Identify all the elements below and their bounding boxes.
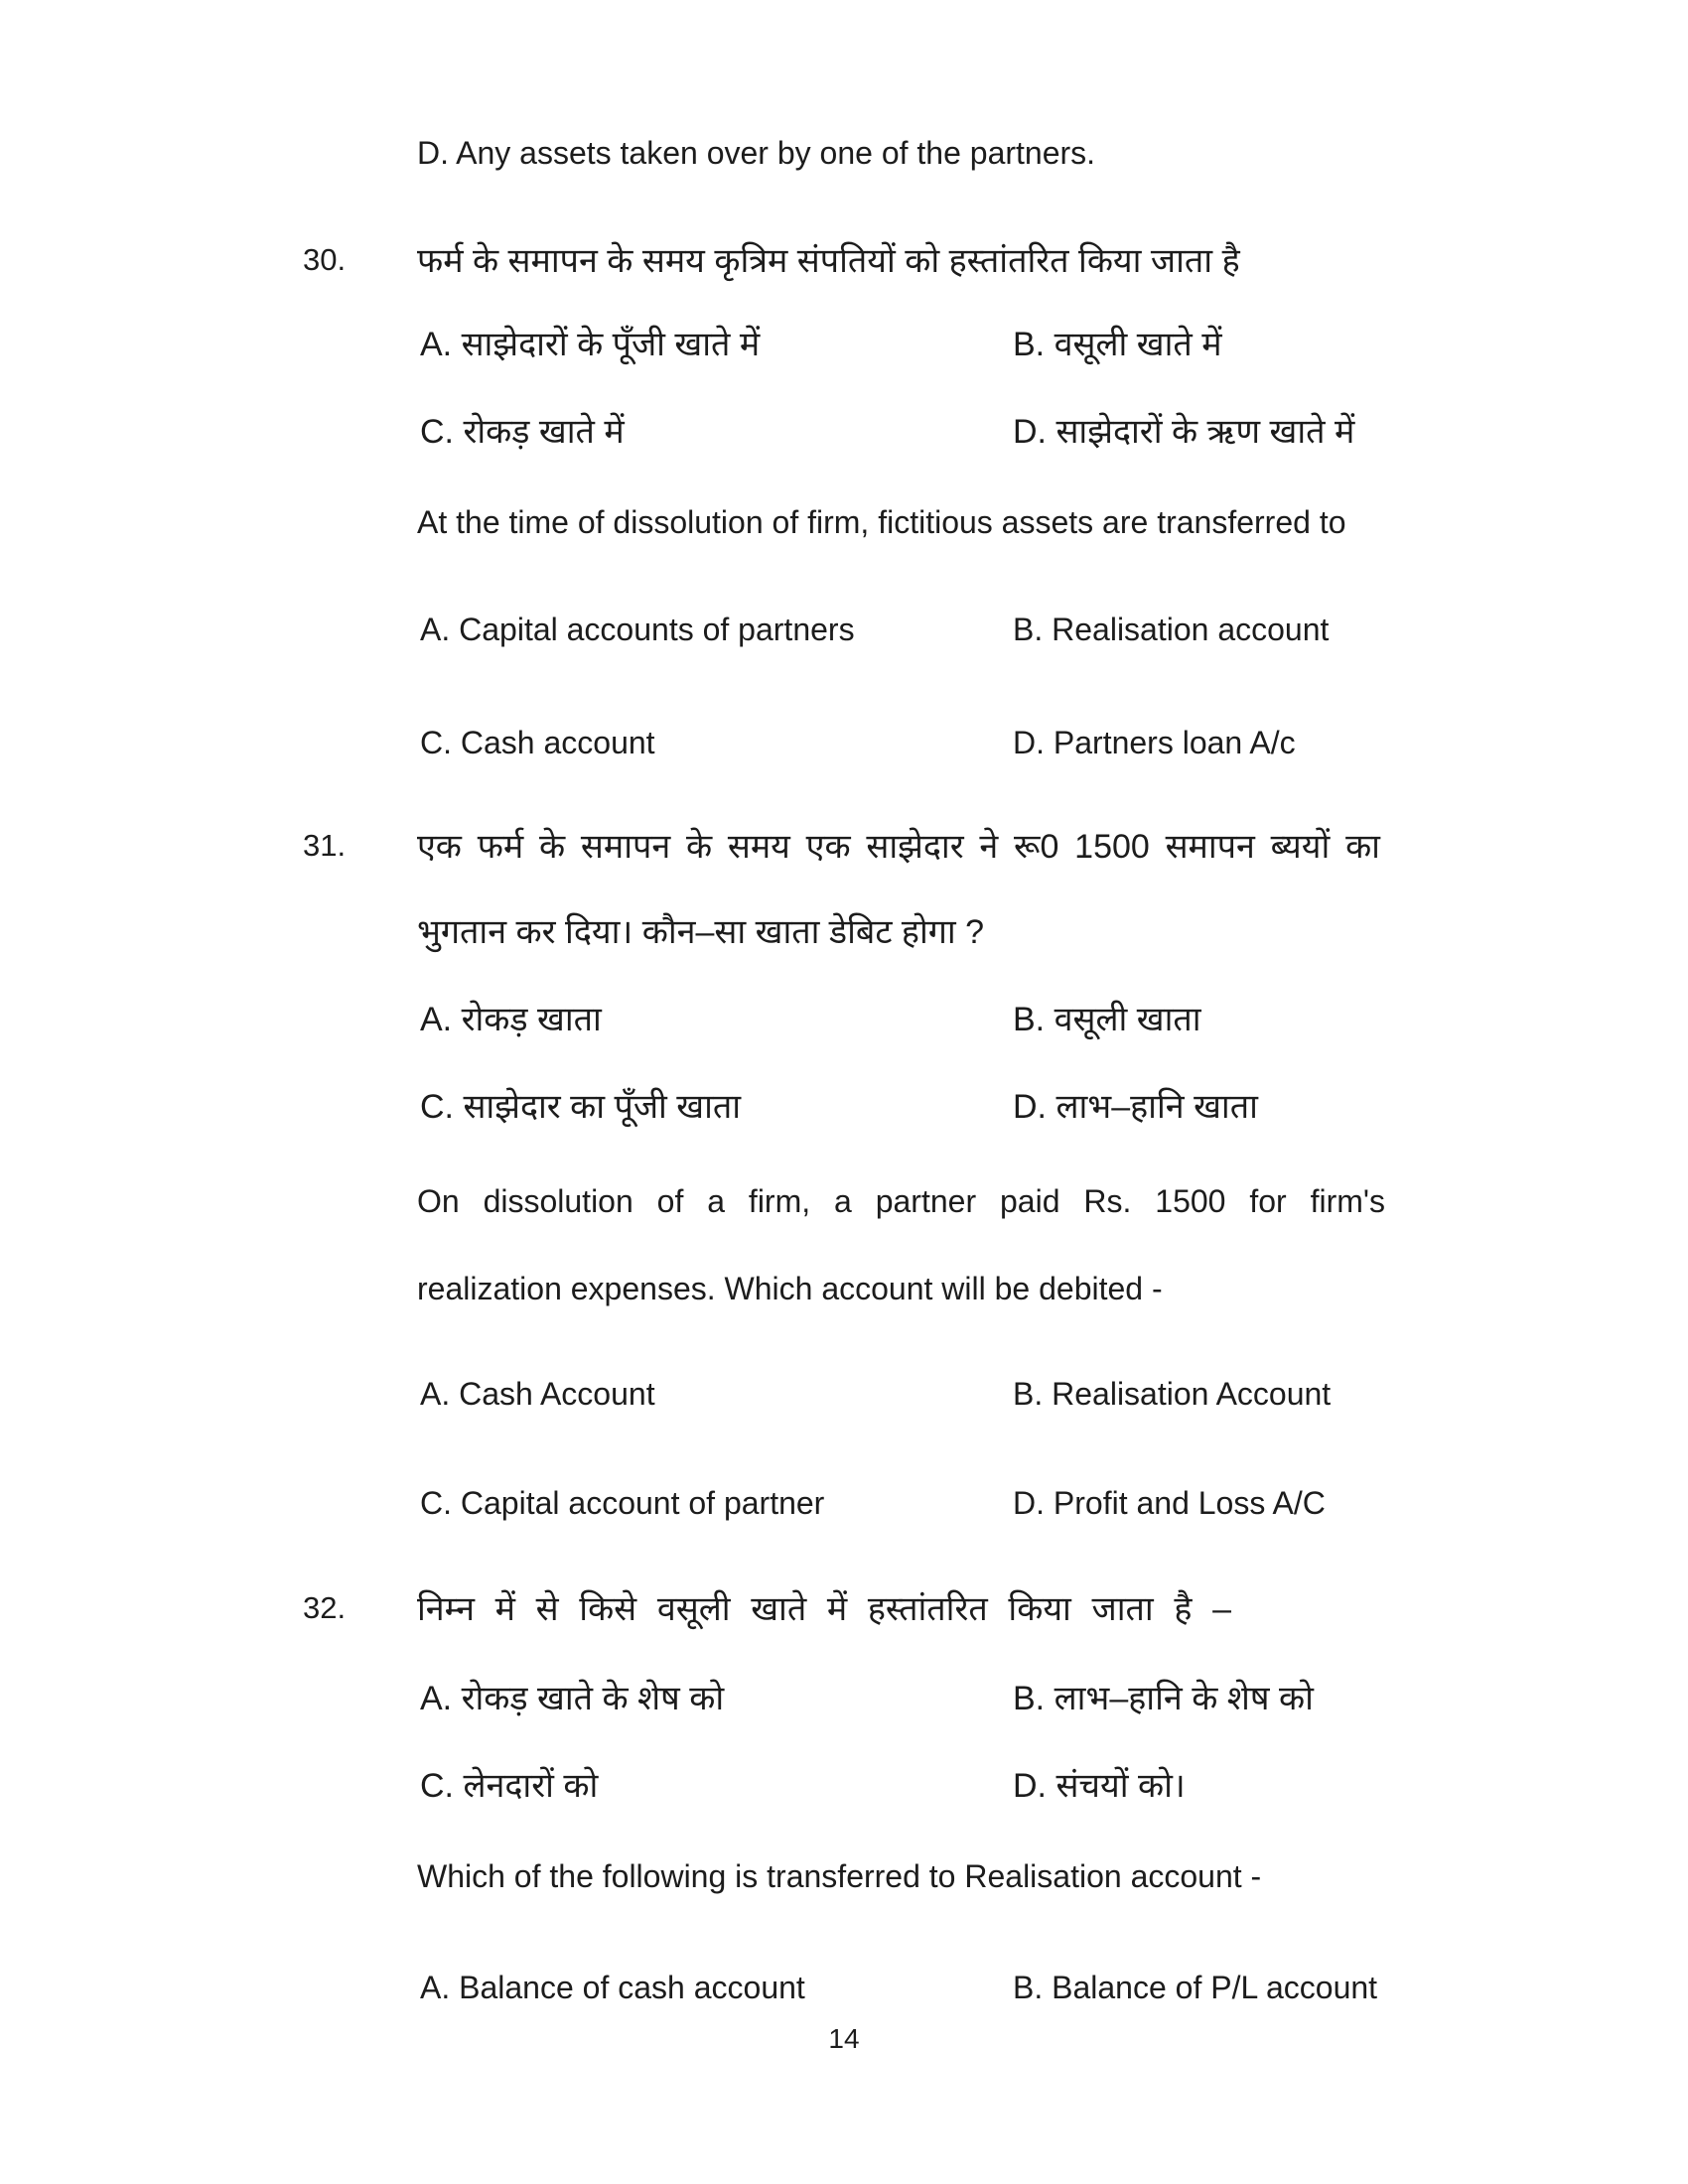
q31-hindi-question-line1: एक फर्म के समापन के समय एक साझेदार ने रू0 1500 समापन ब्ययों का — [417, 828, 1380, 866]
q30-hindi-question: फर्म के समापन के समय कृत्रिम संपतियों को हस्तांतरित किया जाता है — [417, 242, 1240, 280]
q31-hindi-option-b: B. वसूली खाता — [1013, 1001, 1201, 1038]
q32-english-option-b: B. Balance of P/L account — [1013, 1970, 1378, 2005]
q31-english-option-d: D. Profit and Loss A/C — [1013, 1485, 1326, 1521]
q32-english-question: Which of the following is transferred to Realisation account - — [417, 1858, 1262, 1894]
q31-hindi-option-a: A. रोकड़ खाता — [420, 1001, 602, 1038]
q32-english-option-a: A. Balance of cash account — [420, 1970, 805, 2005]
prev-question-option-d-english: D. Any assets taken over by one of the partners. — [417, 135, 1096, 171]
q31-english-option-c: C. Capital account of partner — [420, 1485, 825, 1521]
q31-english-question-line1: On dissolution of a firm, a partner paid Rs. 1500 for firm's — [417, 1183, 1385, 1219]
q30-hindi-option-c: C. रोकड़ खाते में — [420, 413, 625, 451]
q30-english-option-b: B. Realisation account — [1013, 612, 1330, 647]
q32-hindi-question: निम्न में से किसे वसूली खाते में हस्तांतरित किया जाता है – — [417, 1590, 1231, 1628]
q30-english-option-a: A. Capital accounts of partners — [420, 612, 855, 647]
q32-hindi-option-b: B. लाभ–हानि के शेष को — [1013, 1680, 1314, 1717]
q30-hindi-option-d: D. साझेदारों के ऋण खाते में — [1013, 413, 1355, 451]
q30-english-option-c: C. Cash account — [420, 725, 655, 760]
q32-hindi-option-a: A. रोकड़ खाते के शेष को — [420, 1680, 725, 1717]
q31-english-option-b: B. Realisation Account — [1013, 1376, 1332, 1412]
q31-english-option-a: A. Cash Account — [420, 1376, 655, 1412]
q30-hindi-option-b: B. वसूली खाते में — [1013, 326, 1222, 363]
q31-hindi-question-line2: भुगतान कर दिया। कौन–सा खाता डेबिट होगा ? — [417, 913, 985, 951]
q31-hindi-option-d: D. लाभ–हानि खाता — [1013, 1088, 1258, 1126]
q30-english-question: At the time of dissolution of firm, fictitious assets are transferred to — [417, 504, 1346, 540]
q32-number: 32. — [303, 1590, 347, 1625]
q30-hindi-option-a: A. साझेदारों के पूँजी खाते में — [420, 326, 761, 363]
q31-hindi-option-c: C. साझेदार का पूँजी खाता — [420, 1088, 742, 1126]
q31-number: 31. — [303, 828, 347, 863]
q32-hindi-option-d: D. संचयों को। — [1013, 1767, 1186, 1805]
page-number: 14 — [828, 2023, 860, 2054]
q31-english-question-line2: realization expenses. Which account will be debited - — [417, 1271, 1163, 1306]
q30-number: 30. — [303, 242, 347, 277]
q32-hindi-option-c: C. लेनदारों को — [420, 1767, 599, 1805]
q30-english-option-d: D. Partners loan A/c — [1013, 725, 1296, 760]
